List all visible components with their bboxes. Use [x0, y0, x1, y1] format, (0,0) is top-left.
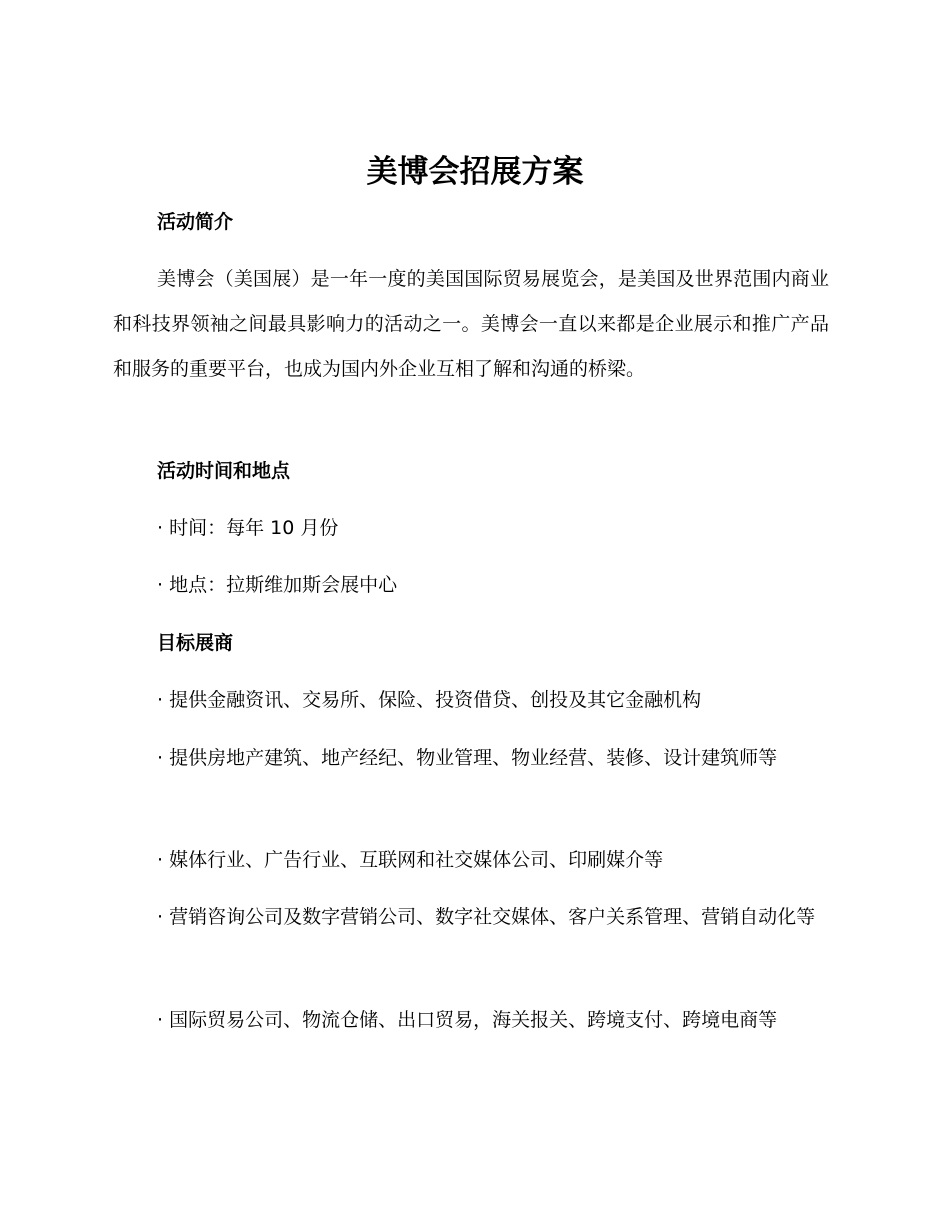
intro-paragraph: 美博会（美国展）是一年一度的美国国际贸易展览会，是美国及世界范围内商业和科技界领袖之间最具影响力的活动之一。美博会一直以来都是企业展示和推广产品和服务的重要平台，也成为国内外企业互相了解和沟通的桥梁。: [113, 268, 829, 380]
section-heading-time-place: 活动时间和地点: [157, 460, 291, 482]
bullet-exhibitor-media: · 媒体行业、广告行业、互联网和社交媒体公司、印刷媒介等: [157, 849, 664, 871]
section-heading-target-exhibitors: 目标展商: [157, 632, 234, 654]
document-title: 美博会招展方案: [366, 154, 584, 190]
bullet-location: · 地点：拉斯维加斯会展中心: [157, 574, 398, 596]
bullet-exhibitor-trade: · 国际贸易公司、物流仓储、出口贸易，海关报关、跨境支付、跨境电商等: [157, 1009, 778, 1031]
bullet-exhibitor-finance: · 提供金融资讯、交易所、保险、投资借贷、创投及其它金融机构: [157, 689, 702, 711]
bullet-time: · 时间：每年 10 月份: [157, 517, 339, 539]
bullet-exhibitor-real-estate: · 提供房地产建筑、地产经纪、物业管理、物业经营、装修、设计建筑师等: [157, 747, 778, 769]
bullet-exhibitor-marketing: · 营销咨询公司及数字营销公司、数字社交媒体、客户关系管理、营销自动化等: [157, 906, 816, 928]
section-heading-intro: 活动简介: [157, 211, 234, 233]
